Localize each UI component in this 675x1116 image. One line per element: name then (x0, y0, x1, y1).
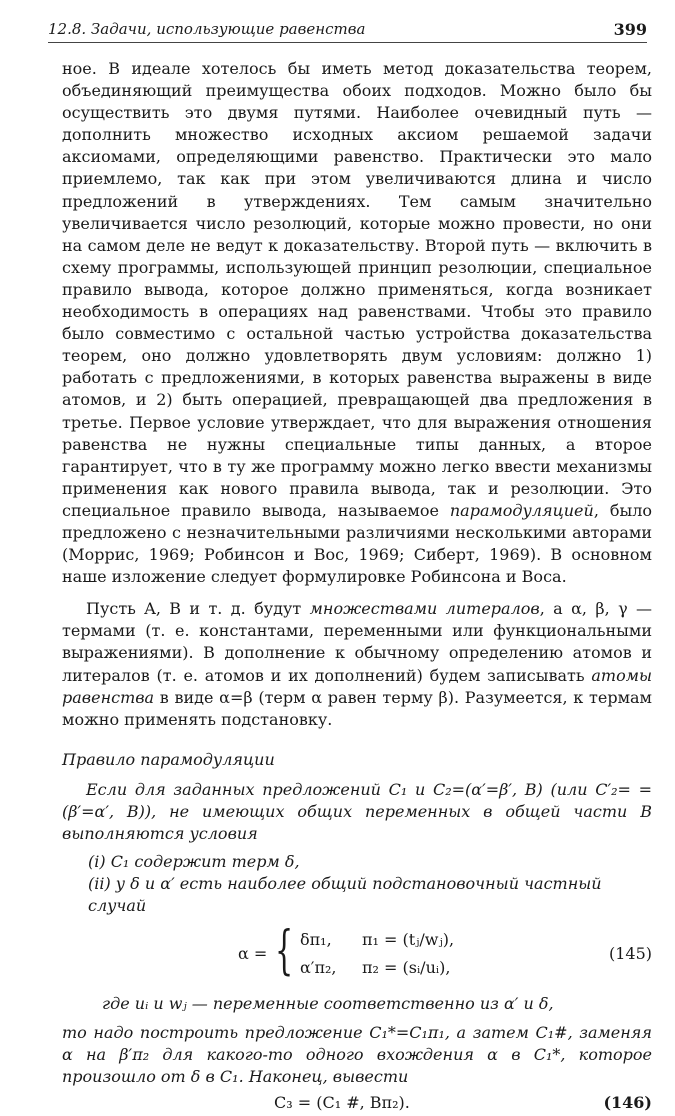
term-equality-atoms: атомы равенства (62, 665, 652, 707)
paragraph-2-text: Пусть A, B и т. д. будут (86, 599, 310, 619)
rule-title: Правило парамодуляции (62, 749, 275, 769)
page-number: 399 (613, 20, 647, 39)
formula-146 (62, 1088, 652, 1116)
rule-intro: Если для заданных предложений C₁ и C₂=(α′=β′, B) (или C′₂= =(β′=α′, B)), не имеющих общих переменных в общей части B выполняются условия (62, 779, 652, 844)
paragraph-2 (62, 598, 652, 731)
rule-continuation: то надо построить предложение C₁*=C₁π₁, а затем C₁#, заменяя α на β′π₂ для какого-то одного вхождения α в C₁*, которое произошло от δ в C₁. Наконец, вывести (62, 1022, 652, 1086)
paragraph-1-text: ное. В идеале хотелось бы иметь метод доказательства теорем, объединяющий преимущества обоих подходов. Можно было бы осуществить это двумя путями. Наиболее очевидный путь — дополнить множество исходных аксиом решаемой задачи аксиомами, определяющими равенство. Практически это мало приемлемо, так как при этом увеличиваются длина и число предложений в утверждениях. Тем самым значительно увеличивается число резолюций, которые можно провести, но они на самом деле не ведут к доказательству. Второй путь — включить в схему программы, использующей принцип резолюции, специальное правило вывода, которое должно применяться, когда возникает необходимость в операциях над равенствами. Чтобы это правило было совместимо с остальной частью устройства доказательства теорем, оно должно удовлетворять двум условиям: должно 1) работать с предложениями, в которых равенства выражены в виде атомов, и 2) быть операцией, превращающей два предложения в третье. Первое условие утверждает, что для выражения отношения равенства не нужны специальные типы данных, а второе гарантирует, что в ту же программу можно легко ввести механизмы применения как нового правила вывода, так и резолюции. Это специальное правило вывода, называемое (62, 59, 652, 520)
running-header (48, 18, 647, 43)
page-body (62, 58, 652, 1116)
condition-1: (i) C₁ содержит терм δ, (88, 852, 300, 872)
equation-number-145: (145) (608, 944, 652, 964)
where-clause: где uᵢ и wⱼ — переменные соответственно из α′ и δ, (102, 994, 554, 1014)
equation-number-146: (146) (603, 1092, 652, 1112)
formula-145-row1-left: δπ₁, (300, 930, 332, 950)
formula-145 (62, 917, 652, 993)
brace-symbol: { (275, 921, 294, 982)
paragraph-1-text-end: , было предложено с незначительными различиями несколькими авторами (Моррис, 1969; Робинсон и Вос, 1969; Сиберт, 1969). В основном наше изложение следует формулировке Робинсона и Воса. (62, 500, 652, 587)
formula-145-lhs: α = (238, 944, 268, 964)
term-paramodulation: парамодуляцией (449, 500, 594, 520)
formula-146-expr: C₃ = (C₁ #, Bπ₂). (274, 1092, 410, 1112)
formula-145-row2-right: π₂ = (sᵢ/uᵢ), (362, 958, 451, 978)
paragraph-2-text-end: в виде α=β (терм α равен терму β). Разумеется, к термам можно применять подстановку. (62, 687, 652, 729)
formula-145-row2-left: α′π₂, (300, 958, 337, 978)
paragraph-2-text-mid: , а α, β, γ — термами (т. е. константами, переменными или функциональными выражениями). В дополнение к обычному определению атомов и литералов (т. е. атомов и их дополнений) будем записывать (62, 599, 653, 685)
condition-2: (ii) у δ и α′ есть наиболее общий подстановочный частный случай (88, 874, 602, 916)
paragraph-1 (62, 58, 652, 588)
term-literal-sets: множествами литералов (309, 599, 540, 619)
formula-145-row1-right: π₁ = (tⱼ/wⱼ), (362, 930, 455, 950)
chapter-title: 12.8. Задачи, использующие равенства (48, 20, 366, 38)
